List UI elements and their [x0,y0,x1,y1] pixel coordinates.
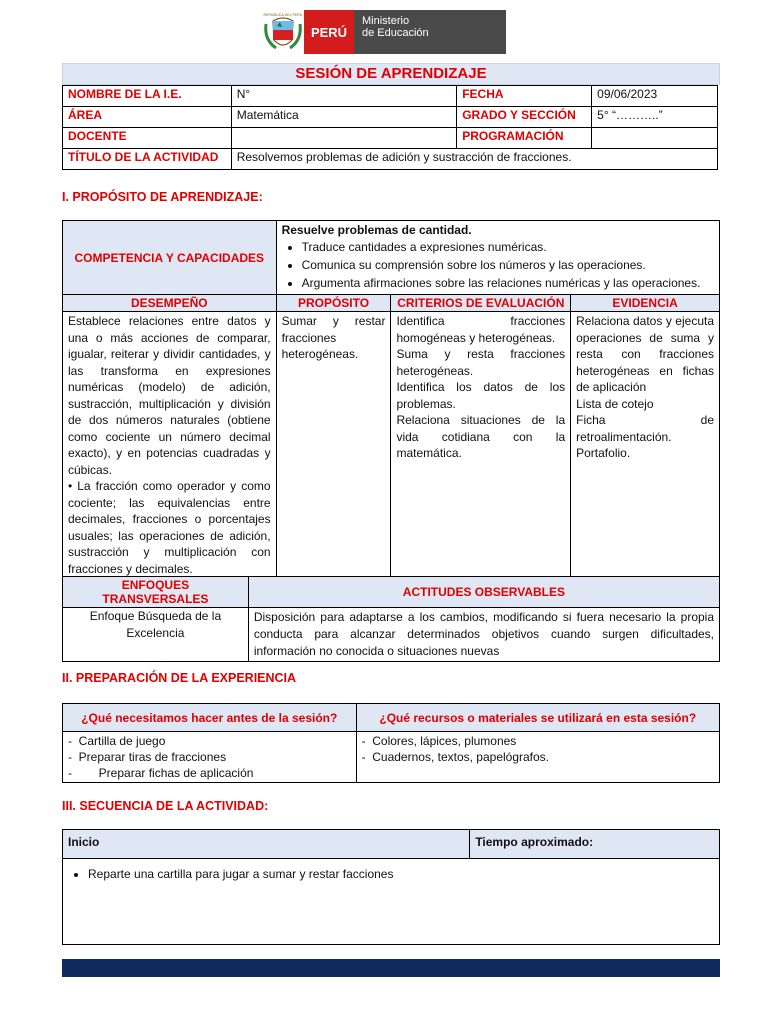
criterio-item: Suma y resta fracciones heterogéneas. [396,347,566,378]
criterios-cell [391,312,571,579]
evidencia-item: Lista de cotejo [576,396,654,411]
list-item: • Traduce cantidades a expresiones numéricas. [302,238,714,256]
preparation-header-row [63,704,720,732]
value-area: Matemática [231,107,457,128]
footer-bar [62,959,720,977]
preparation-table [62,703,720,783]
criterio-item: Identifica fracciones homogéneas y heterogéneas. [396,314,566,345]
sequence-content [63,859,720,945]
col-header-evidencia: EVIDENCIA [571,295,720,312]
question-before-session: ¿Qué necesitamos hacer antes de la sesión? [63,704,357,732]
desempeno-text-2: • La fracción como operador y como cociente; las equivalencias entre decimales, fracciones o porcentajes usuales; las operaciones de adición, sustracción y multiplicación con fracciones y decimales. [68,479,271,576]
preparation-row [63,732,720,783]
value-fecha: 09/06/2023 [592,86,718,107]
list-item: • Argumenta afirmaciones sobre las relaciones numéricas y las operaciones. [302,274,714,292]
evidencia-item: Relaciona datos y ejecuta operaciones de suma y resta con fracciones heterogéneas en fichas de aplicación [576,314,714,394]
list-item: - Colores, lápices, plumones [361,734,517,748]
value-grado: 5° “………..” [592,107,718,128]
value-titulo-actividad: Resolvemos problemas de adición y sustracción de fracciones. [231,149,717,170]
header-row [63,86,718,107]
logo-ministry-line2: de Educación [362,27,429,39]
competence-title: Resuelve problemas de cantidad. [281,223,472,237]
label-ie: NOMBRE DE LA I.E. [63,86,232,107]
question-resources: ¿Qué recursos o materiales se utilizará en esta sesión? [356,704,719,732]
col-header-criterios: CRITERIOS DE EVALUACIÓN [391,295,571,312]
enfoques-table [62,576,720,662]
capacities-list [282,238,714,292]
list-item: • Comunica su comprensión sobre los números y las operaciones. [302,256,714,274]
sequence-list [68,865,714,883]
before-list [63,732,357,783]
header-info-table [62,85,718,170]
tiempo-label: Tiempo aproximado: [470,830,720,859]
list-item: - Cartilla de juego [68,734,166,748]
header-row [63,128,718,149]
col-header-proposito: PROPÓSITO [276,295,391,312]
label-titulo-actividad: TÍTULO DE LA ACTIVIDAD [63,149,232,170]
sequence-table [62,829,720,945]
label-programacion: PROGRAMACIÓN [457,128,592,149]
enfoques-col-header: ENFOQUES TRANSVERSALES [63,577,249,608]
label-fecha: FECHA [457,86,592,107]
header-row [63,107,718,128]
before-item: Preparar tiras de fracciones [78,750,227,764]
col-header-desempeno: DESEMPEÑO [63,295,277,312]
list-item: - Preparar tiras de fracciones [68,750,227,764]
competence-cell [276,221,719,295]
evidencia-cell [571,312,720,579]
enfoques-row [63,608,720,662]
desempeno-cell [63,312,277,579]
logo-ministry-line1: Ministerio [362,15,410,27]
session-title-bar [62,63,720,85]
purpose-table [62,220,720,579]
emblem-caption: REPÚBLICA DEL PERÚ [263,13,303,17]
evidencia-item: Ficha de retroalimentación. [576,413,714,444]
section-2-title: II. PREPARACIÓN DE LA EXPERIENCIA [62,671,297,685]
coat-of-arms-icon [262,10,304,54]
proposito-cell: Sumar y restar fracciones heterogéneas. [276,312,391,579]
label-docente: DOCENTE [63,128,232,149]
resource-item: Colores, lápices, plumones [372,734,517,748]
list-item: - Preparar fichas de aplicación [68,766,254,780]
session-title: SESIÓN DE APRENDIZAJE [295,65,487,82]
header-row [63,149,718,170]
section-1-title: I. PROPÓSITO DE APRENDIZAJE: [62,190,263,204]
enfoque-cell: Enfoque Búsqueda de la Excelencia [63,608,249,662]
value-ie: N° [231,86,457,107]
label-grado: GRADO Y SECCIÓN [457,107,592,128]
enfoques-header-row [63,577,720,608]
competence-row [63,221,720,295]
value-programacion [592,128,718,149]
value-docente [231,128,457,149]
criterio-item: Identifica los datos de los problemas. [396,380,566,411]
list-item: • Reparte una cartilla para jugar a sumar y restar facciones [88,865,714,883]
minedu-logo [262,10,506,54]
resource-item: Cuadernos, textos, papelógrafos. [372,750,550,764]
resources-list [356,732,719,783]
column-header-row [63,295,720,312]
logo-ministry [354,10,506,54]
section-3-title: III. SECUENCIA DE LA ACTIVIDAD: [62,799,269,813]
sequence-content-row [63,859,720,945]
evidencia-item: Portafolio. [576,446,631,460]
criterio-item: Relaciona situaciones de la vida cotidiana con la matemática. [396,413,566,460]
content-row [63,312,720,579]
list-item: - Cuadernos, textos, papelógrafos. [361,750,550,764]
inicio-label: Inicio [63,830,470,859]
actitudes-col-header: ACTITUDES OBSERVABLES [248,577,719,608]
actitud-cell: Disposición para adaptarse a los cambios, modificando si fuera necesario la propia conducta para alcanzar determinados objetivos cuando surgen dificultades, información no conocida o situaciones nuevas [248,608,719,662]
desempeno-text-1: Establece relaciones entre datos y una o más acciones de comparar, igualar, reiterar y dividir cantidades, y las transforma en expresiones numéricas (modelo) de adición, sustracción, multiplicación y división de dos números naturales (obtiene como cociente un número decimal exacto), y en potencias cuadradas y cúbicas. [68,314,271,477]
before-item: Cartilla de juego [78,734,166,748]
competence-label: COMPETENCIA Y CAPACIDADES [63,221,277,295]
sequence-header-row [63,830,720,859]
before-item: Preparar fichas de aplicación [98,766,254,780]
label-area: ÁREA [63,107,232,128]
logo-country: PERÚ [304,10,354,54]
